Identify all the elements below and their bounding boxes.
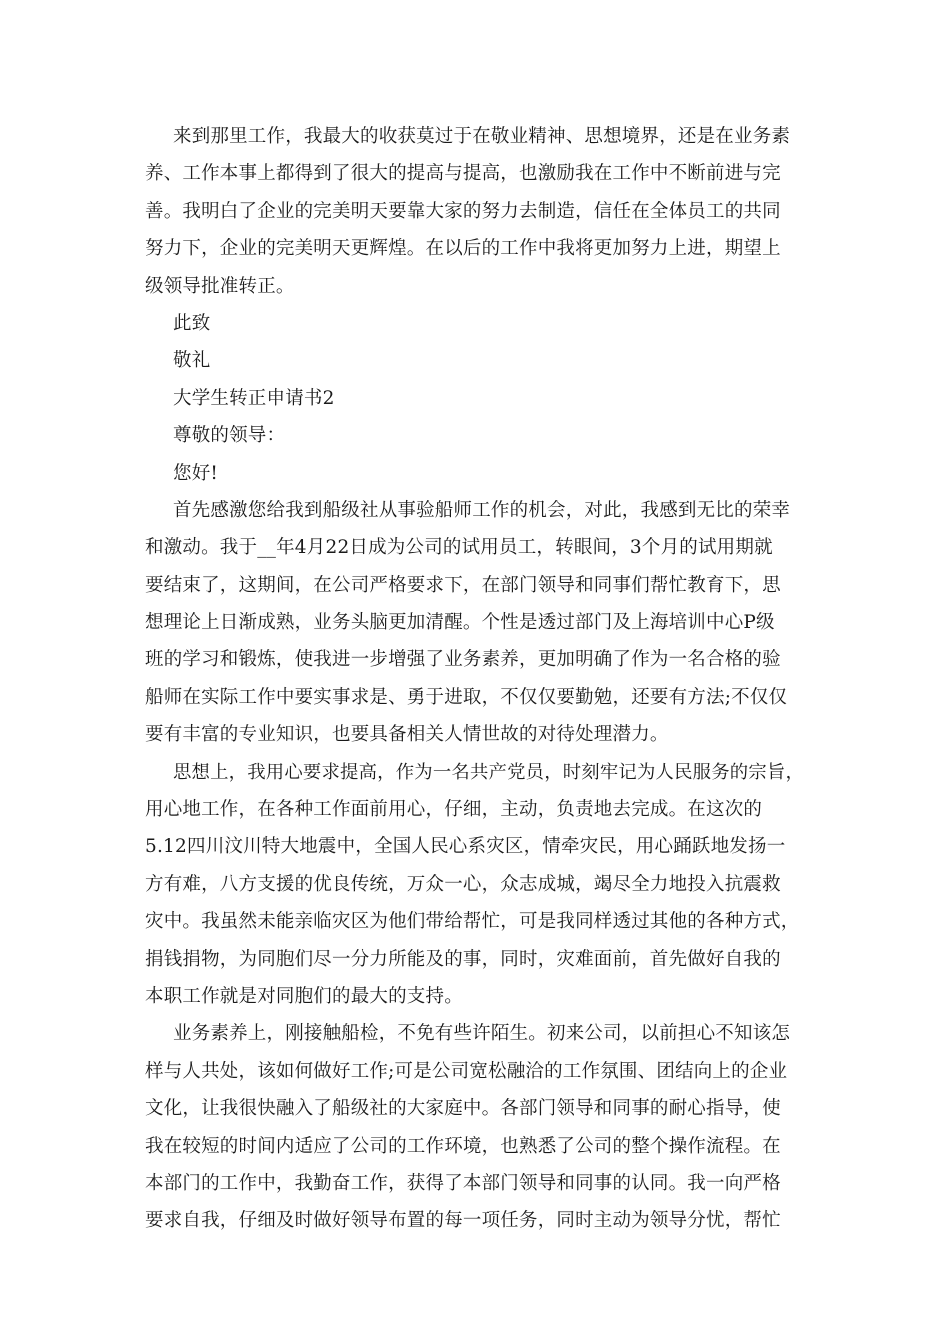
text-line: 来到那里工作，我最大的收获莫过于在敬业精神、思想境界，还是在业务素	[173, 126, 791, 147]
text-line: 5.12四川汶川特大地震中，全国人民心系灾区，情牵灾民，用心踊跃地发扬一	[145, 836, 786, 858]
text-line: 灾中。我虽然未能亲临灾区为他们带给帮忙，可是我同样透过其他的各种方式，	[145, 911, 800, 933]
text-line: 和激动。我于__年4月22日成为公司的试用员工，转眼间，3个月的试用期就	[145, 537, 773, 559]
text-line: 首先感激您给我到船级社从事验船师工作的机会，对此，我感到无比的荣幸	[173, 499, 791, 521]
text-line: 文化，让我很快融入了船级社的大家庭中。各部门领导和同事的耐心指导，使	[145, 1098, 781, 1120]
text-line: 想理论上日渐成熟，业务头脑更加清醒。个性是透过部门及上海培训中心P级	[145, 612, 775, 634]
text-line: 用心地工作，在各种工作面前用心，仔细，主动，负责地去完成。在这次的	[145, 799, 763, 821]
document-text-body	[145, 118, 805, 1240]
text-line: 大学生转正申请书2	[173, 387, 335, 409]
text-line: 要结束了，这期间，在公司严格要求下，在部门领导和同事们帮忙教育下，思	[145, 574, 781, 596]
text-line: 捐钱捐物，为同胞们尽一分力所能及的事，同时，灾难面前，首先做好自我的	[145, 948, 781, 970]
text-line: 您好!	[173, 462, 219, 484]
text-line: 敬礼	[173, 350, 211, 372]
text-line: 要求自我，仔细及时做好领导布置的每一项任务，同时主动为领导分忧，帮忙	[145, 1210, 781, 1232]
text-line: 本部门的工作中，我勤奋工作，获得了本部门领导和同事的认同。我一向严格	[145, 1172, 781, 1194]
text-line: 样与人共处，该如何做好工作;可是公司宽松融洽的工作氛围、团结向上的企业	[145, 1060, 788, 1082]
text-line: 本职工作就是对同胞们的最大的支持。	[145, 985, 463, 1007]
text-line: 尊敬的领导：	[173, 425, 286, 447]
text-line: 方有难，八方支援的优良传统，万众一心，众志成城，竭尽全力地投入抗震救	[145, 873, 781, 895]
text-line: 努力下，企业的完美明天更辉煌。在以后的工作中我将更加努力上进，期望上	[145, 238, 781, 260]
text-line: 我在较短的时间内适应了公司的工作环境，也熟悉了公司的整个操作流程。在	[145, 1135, 781, 1157]
text-line: 养、工作本事上都得到了很大的提高与提高，也激励我在工作中不断前进与完	[145, 163, 781, 185]
text-line: 业务素养上，刚接触船检，不免有些许陌生。初来公司，以前担心不知该怎	[173, 1023, 791, 1045]
text-line: 级领导批准转正。	[145, 275, 295, 297]
text-line: 班的学习和锻炼，使我进一步增强了业务素养，更加明确了作为一名合格的验	[145, 649, 781, 671]
text-line: 船师在实际工作中要实事求是、勇于进取，不仅仅要勤勉，还要有方法;不仅仅	[145, 686, 788, 708]
text-line: 善。我明白了企业的完美明天要靠大家的努力去制造，信任在全体员工的共同	[145, 200, 781, 222]
text-line: 此致	[173, 312, 211, 334]
text-line: 思想上，我用心要求提高，作为一名共产党员，时刻牢记为人民服务的宗旨，	[173, 761, 805, 783]
text-line: 要有丰富的专业知识，也要具备相关人情世故的对待处理潜力。	[145, 724, 669, 746]
